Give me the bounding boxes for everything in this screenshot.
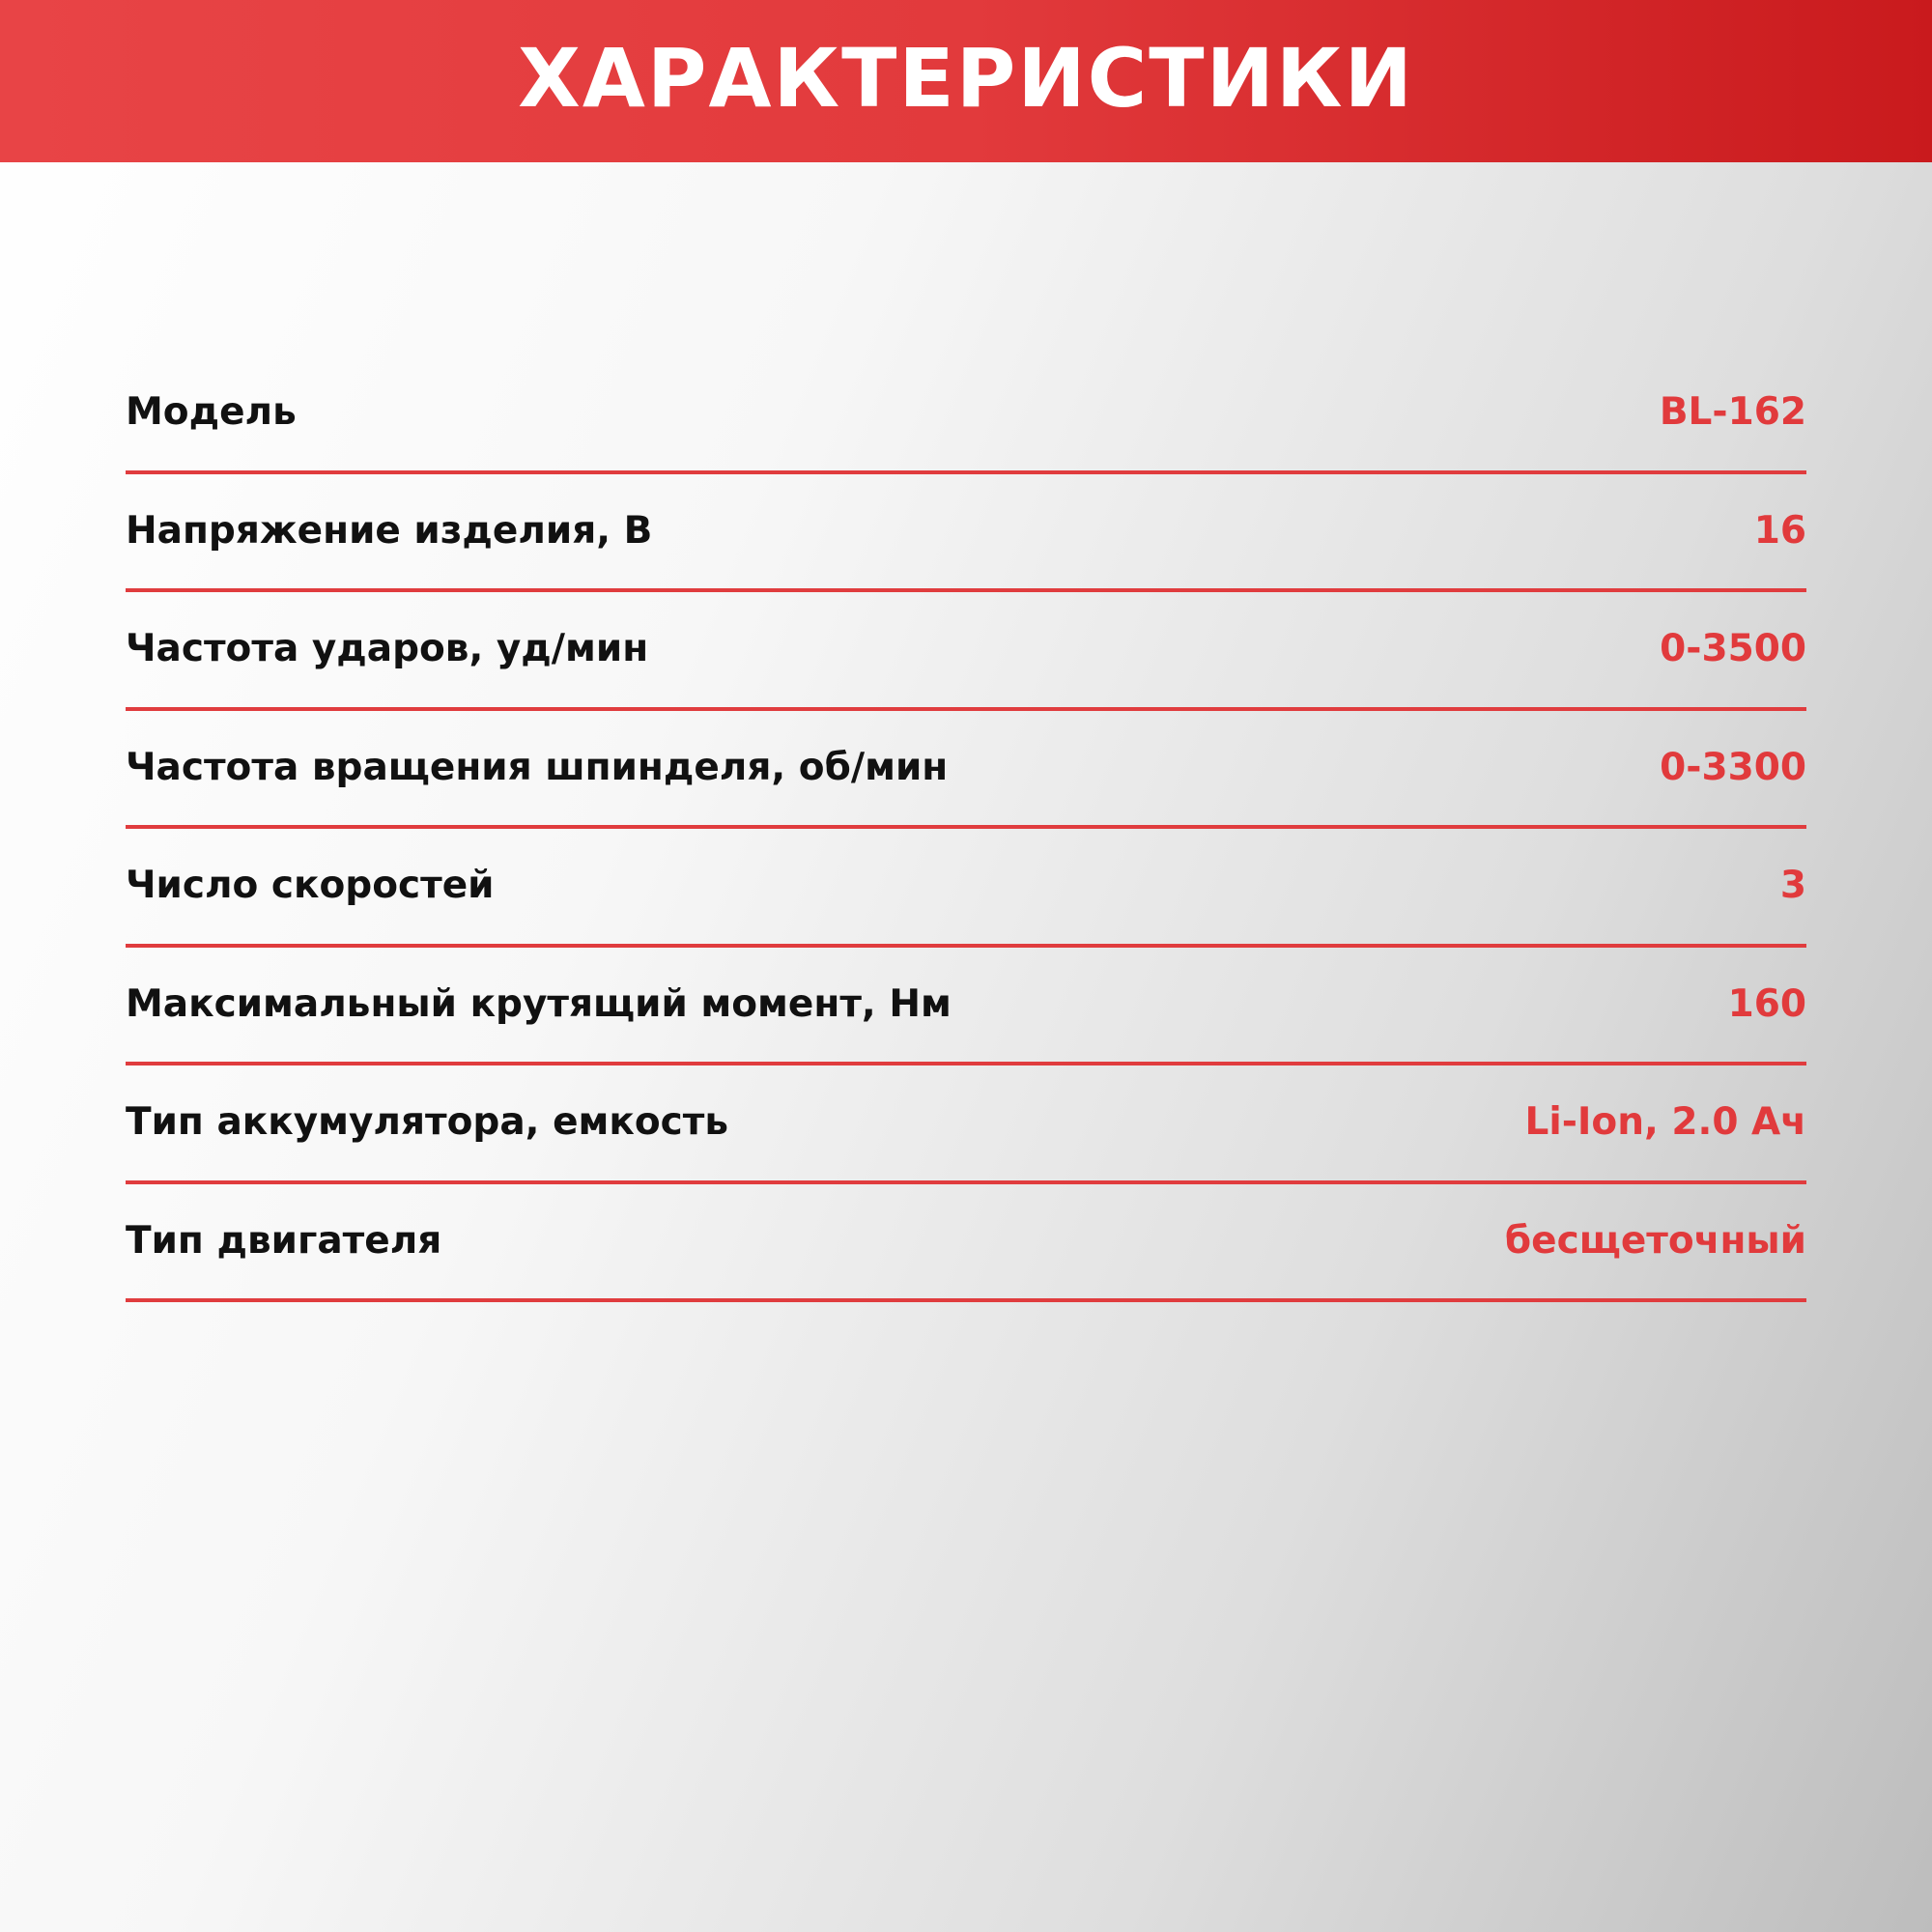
spec-row-speed-count bbox=[126, 829, 1806, 948]
spec-value: 160 bbox=[1727, 981, 1806, 1026]
spec-value: BL-162 bbox=[1659, 390, 1806, 434]
spec-label: Напряжение изделия, В bbox=[126, 508, 653, 553]
spec-value: 16 bbox=[1753, 508, 1806, 553]
header-banner bbox=[0, 0, 1932, 162]
spec-value: бесщеточный bbox=[1504, 1218, 1806, 1263]
spec-row-impact-rate bbox=[126, 592, 1806, 711]
spec-row-model bbox=[126, 355, 1806, 474]
spec-row-voltage bbox=[126, 474, 1806, 593]
page-title: ХАРАКТЕРИСТИКИ bbox=[518, 31, 1414, 126]
spec-row-motor-type bbox=[126, 1184, 1806, 1303]
spec-value: 0-3500 bbox=[1660, 627, 1806, 670]
spec-row-spindle-speed bbox=[126, 711, 1806, 830]
spec-row-max-torque bbox=[126, 948, 1806, 1066]
spec-label: Частота вращения шпинделя, об/мин bbox=[126, 745, 949, 789]
spec-label: Модель bbox=[126, 390, 297, 434]
spec-label: Тип аккумулятора, емкость bbox=[126, 1100, 729, 1144]
spec-row-battery bbox=[126, 1065, 1806, 1184]
spec-label: Число скоростей bbox=[126, 864, 495, 907]
spec-label: Частота ударов, уд/мин bbox=[126, 627, 649, 670]
spec-value: 0-3300 bbox=[1660, 745, 1806, 789]
spec-value: Li-Ion, 2.0 Ач bbox=[1524, 1100, 1806, 1144]
spec-value: 3 bbox=[1779, 864, 1806, 907]
spec-label: Тип двигателя bbox=[126, 1218, 442, 1263]
spec-list bbox=[126, 355, 1806, 1302]
spec-label: Максимальный крутящий момент, Нм bbox=[126, 981, 952, 1026]
